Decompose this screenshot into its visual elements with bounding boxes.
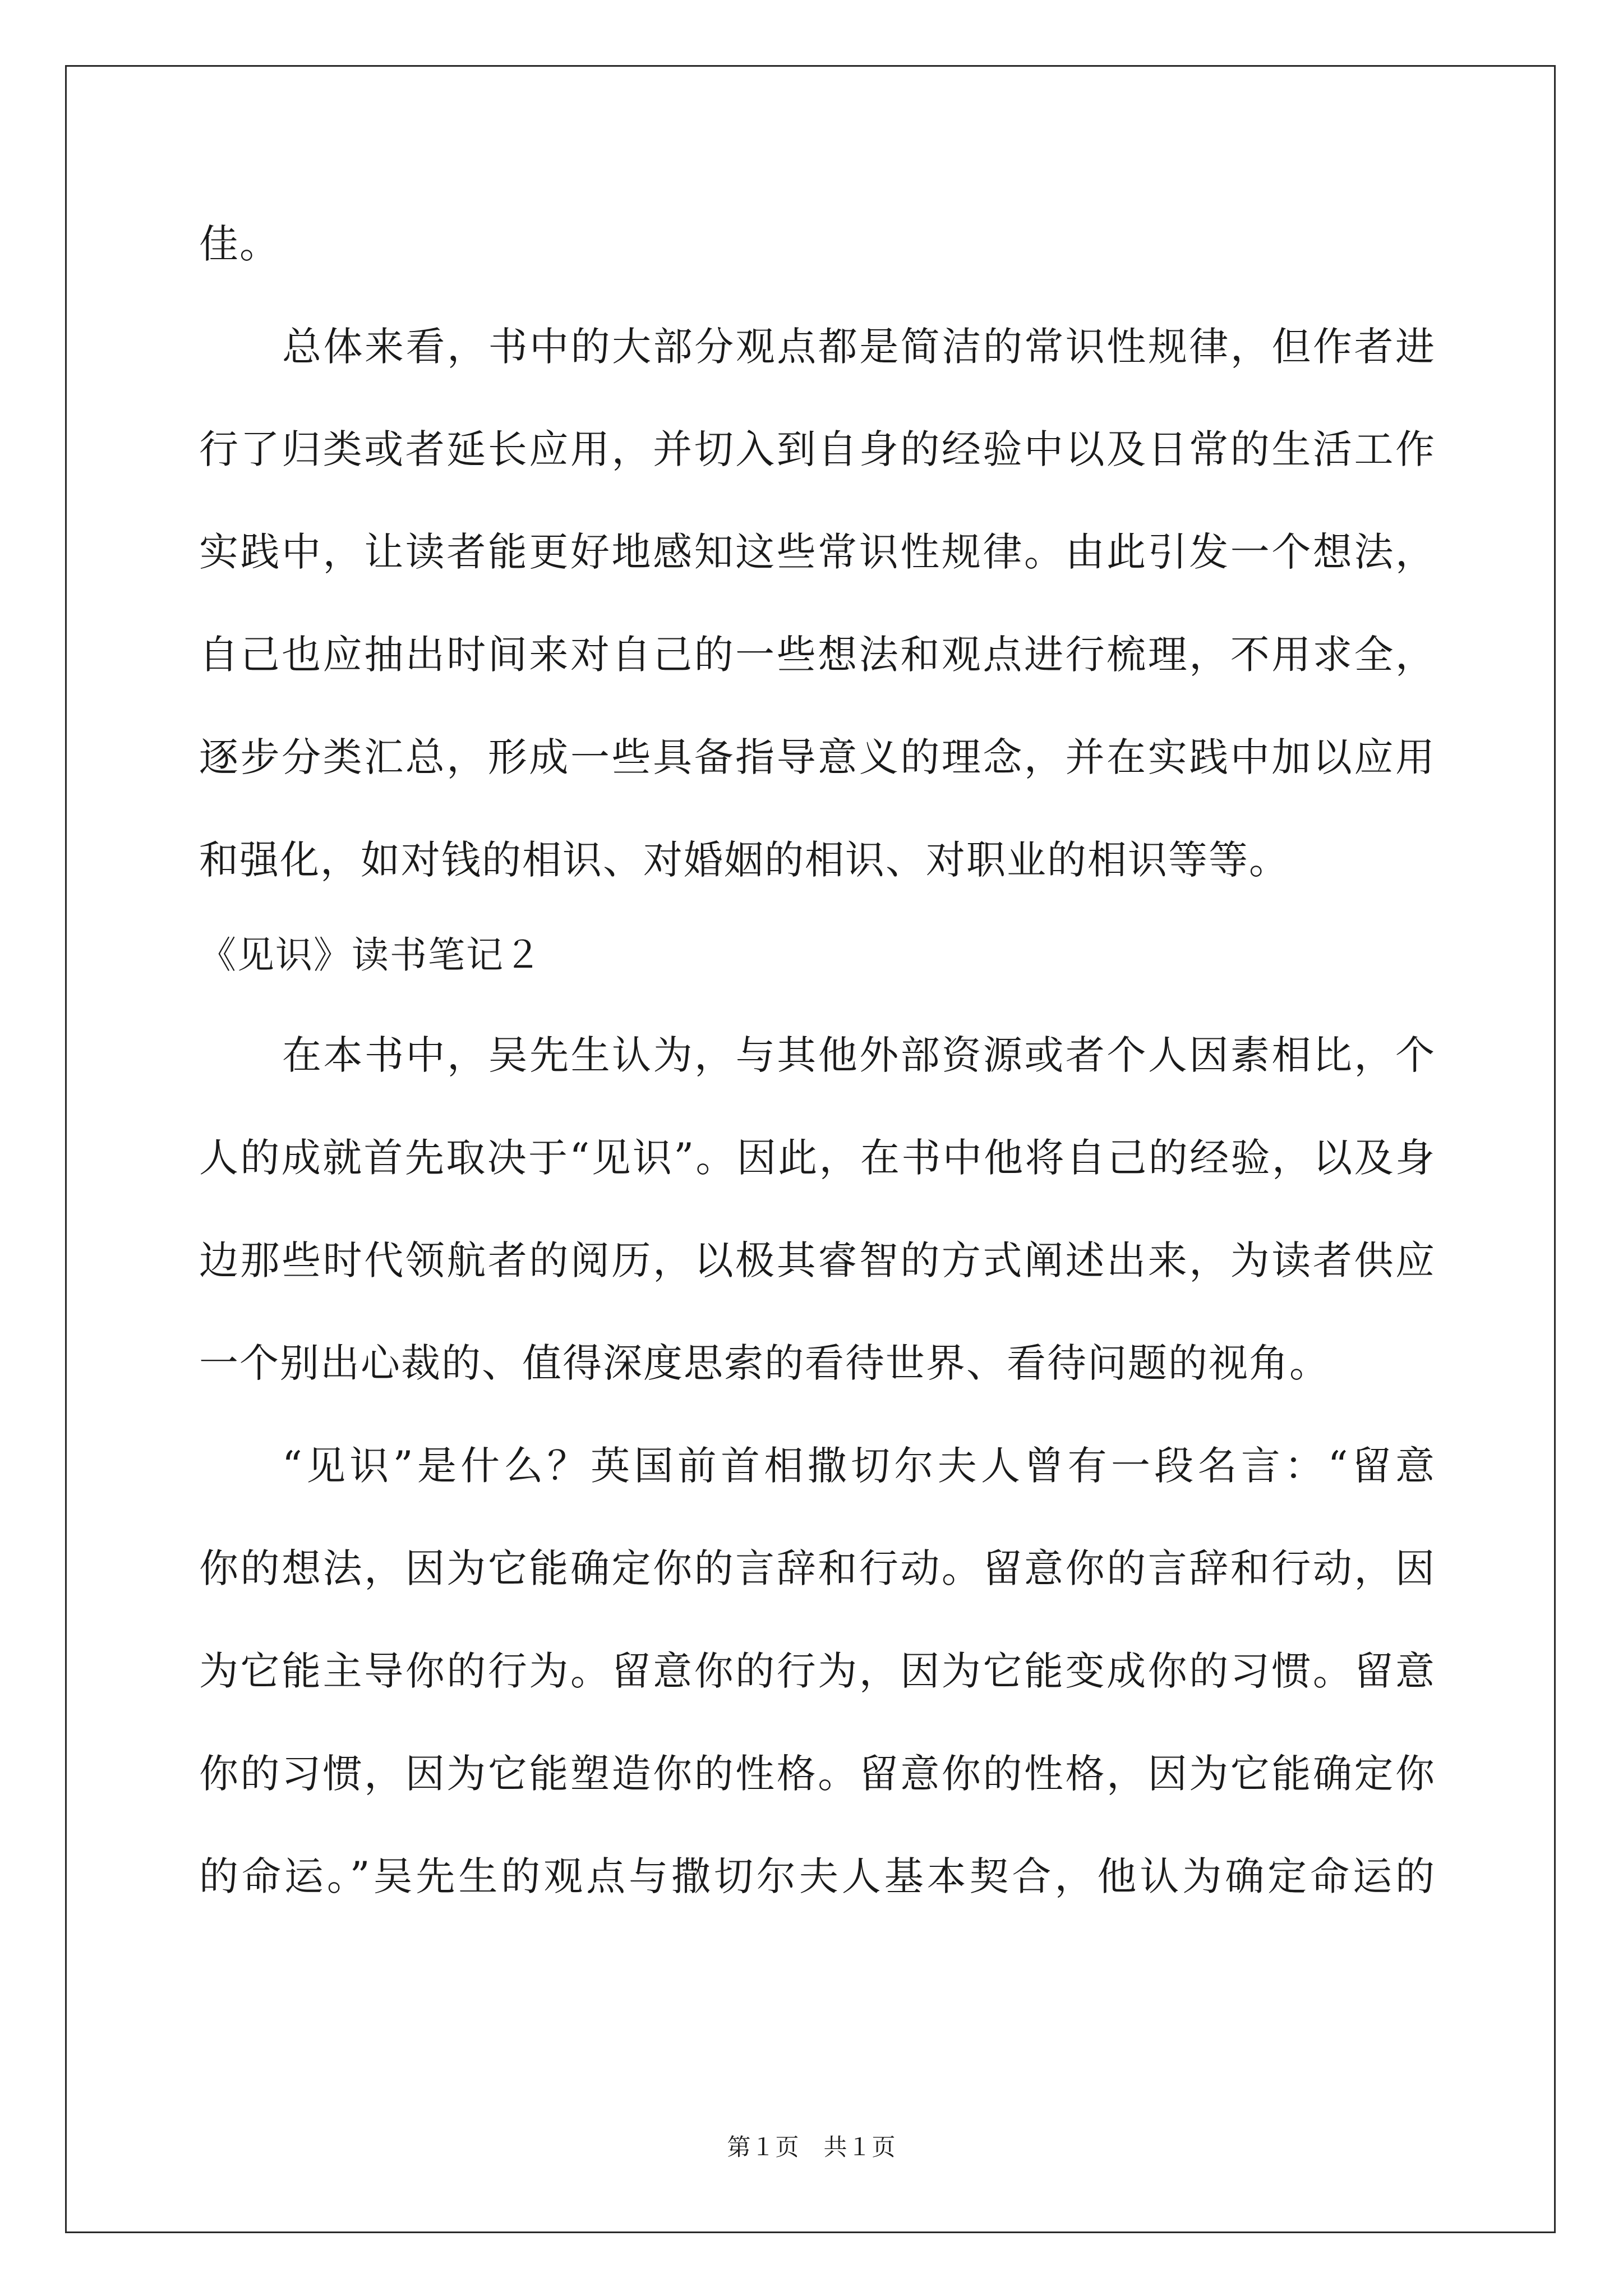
paragraph-line: 你的想法，因为它能确定你的言辞和行动。留意你的言辞和行动，因 (199, 1545, 1436, 1591)
paragraph-line: 边那些时代领航者的阅历，以极其睿智的方式阐述出来，为读者供应 (199, 1237, 1436, 1283)
paragraph-line: 在本书中，吴先生认为，与其他外部资源或者个人因素相比，个 (282, 1032, 1436, 1078)
paragraph-line: 自己也应抽出时间来对自己的一些想法和观点进行梳理，不用求全， (199, 632, 1436, 678)
paragraph-line: 实践中，让读者能更好地感知这些常识性规律。由此引发一个想法， (199, 529, 1436, 575)
paragraph-line: 佳。 (199, 221, 280, 267)
section-heading: 《见识》读书笔记２ (199, 933, 542, 977)
paragraph-line: 总体来看，书中的大部分观点都是简洁的常识性规律，但作者进 (282, 324, 1436, 370)
page-number-footer: 第１页 共１页 (727, 2133, 896, 2161)
paragraph-line: 和强化，如对钱的相识、对婚姻的相识、对职业的相识等等。 (199, 837, 1289, 883)
paragraph-line: 为它能主导你的行为。留意你的行为，因为它能变成你的习惯。留意 (199, 1648, 1436, 1694)
paragraph-line: 的命运。”吴先生的观点与撒切尔夫人基本契合，他认为确定命运的 (199, 1853, 1436, 1899)
paragraph-line: 你的习惯，因为它能塑造你的性格。留意你的性格，因为它能确定你 (199, 1751, 1436, 1797)
paragraph-line: 一个别出心裁的、值得深度思索的看待世界、看待问题的视角。 (199, 1340, 1330, 1386)
paragraph-line: 行了归类或者延长应用，并切入到自身的经验中以及日常的生活工作 (199, 426, 1436, 472)
paragraph-line: 逐步分类汇总，形成一些具备指导意义的理念，并在实践中加以应用 (199, 734, 1436, 780)
paragraph-line: “见识”是什么？英国前首相撒切尔夫人曾有一段名言：“留意 (282, 1443, 1436, 1489)
paragraph-line: 人的成就首先取决于“见识”。因此，在书中他将自己的经验，以及身 (199, 1135, 1436, 1181)
